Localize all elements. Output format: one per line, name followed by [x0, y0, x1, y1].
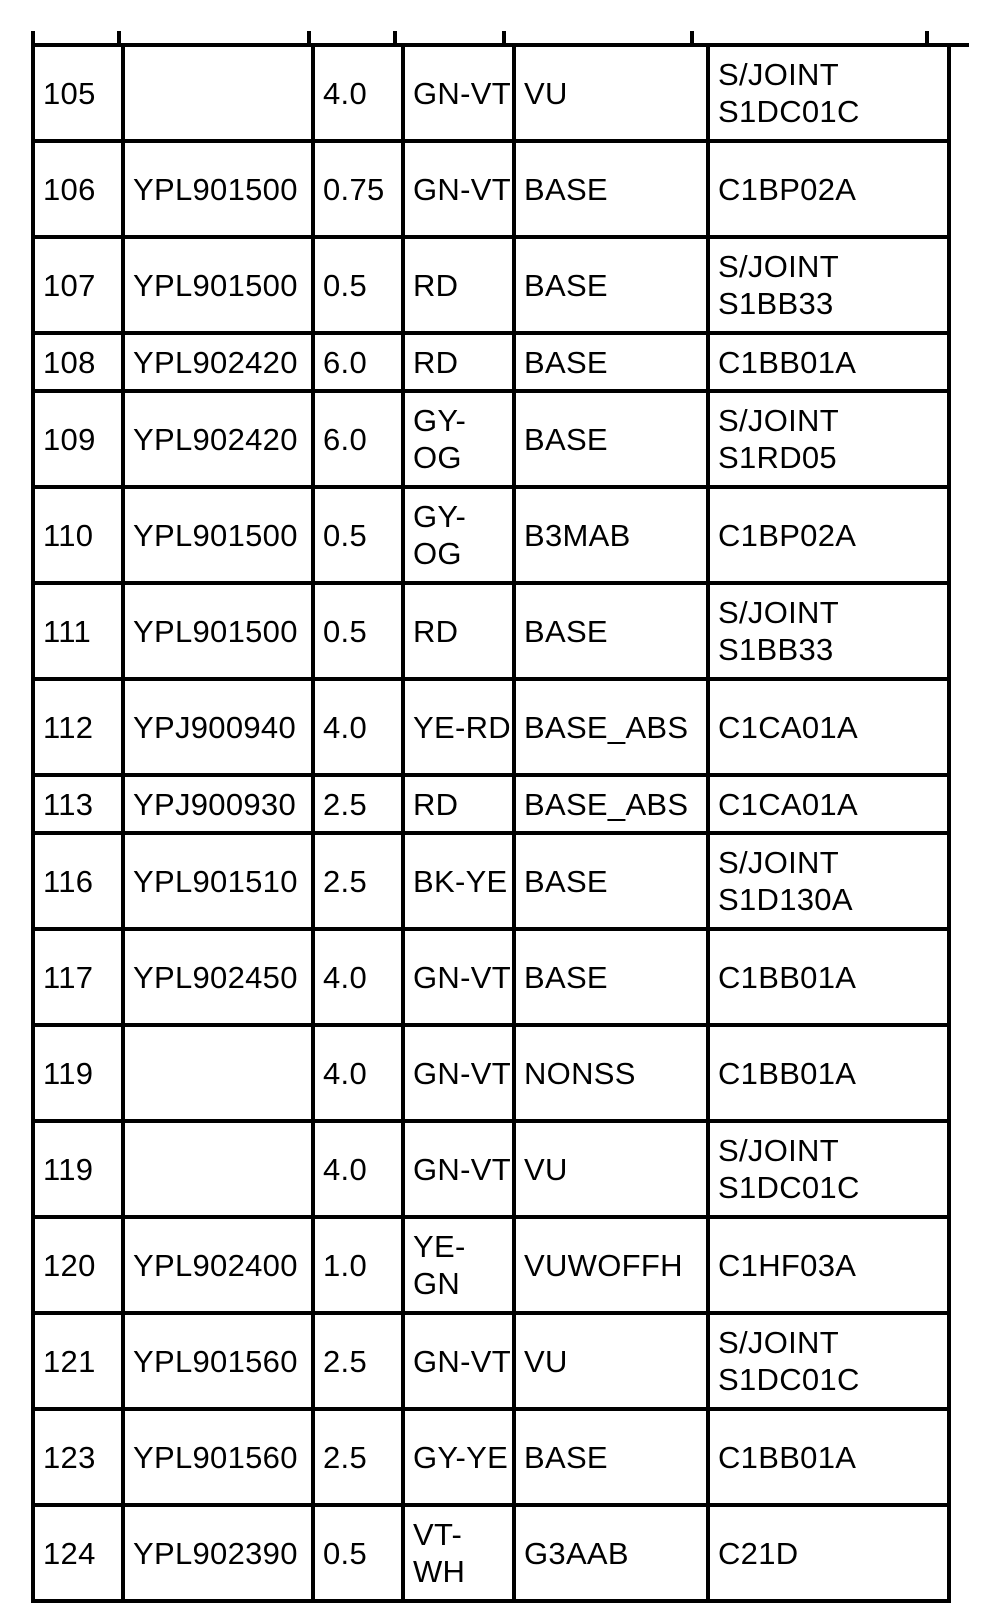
cell-size: 6.0: [315, 335, 405, 393]
cell-option: BASE: [516, 239, 710, 335]
cell-part-number: YPJ900930: [125, 777, 315, 835]
wire-table: [31, 43, 969, 1603]
cell-size: 4.0: [315, 931, 405, 1027]
cell-color: BK-YE: [405, 835, 516, 931]
cell-size: 6.0: [315, 393, 405, 489]
cell-part-number: YPL902420: [125, 335, 315, 393]
cell-no: 105: [35, 47, 125, 143]
cell-no: 121: [35, 1315, 125, 1411]
cell-part-number: YPL902450: [125, 931, 315, 1027]
cell-color: GN-VT: [405, 1315, 516, 1411]
cell-destination: S/JOINT S1BB33: [710, 239, 951, 335]
cell-color: GN-VT: [405, 931, 516, 1027]
cell-option: VU: [516, 1123, 710, 1219]
cell-destination: C1BB01A: [710, 335, 951, 393]
cell-no: 109: [35, 393, 125, 489]
cell-color: VT-WH: [405, 1507, 516, 1603]
cell-destination: C1CA01A: [710, 777, 951, 835]
cell-no: 112: [35, 681, 125, 777]
cell-destination: C1BB01A: [710, 1027, 951, 1123]
cell-part-number: YPL901500: [125, 489, 315, 585]
cell-part-number: YPL902420: [125, 393, 315, 489]
cell-part-number: [125, 1027, 315, 1123]
cell-part-number: [125, 1123, 315, 1219]
cell-color: GN-VT: [405, 143, 516, 239]
cell-color: RD: [405, 585, 516, 681]
cell-option: VUWOFFH: [516, 1219, 710, 1315]
cell-no: 117: [35, 931, 125, 1027]
cell-size: 4.0: [315, 1027, 405, 1123]
cell-option: BASE: [516, 393, 710, 489]
cell-option: VU: [516, 1315, 710, 1411]
cell-color: RD: [405, 239, 516, 335]
cell-size: 0.5: [315, 489, 405, 585]
cell-color: GN-VT: [405, 1027, 516, 1123]
cell-option: NONSS: [516, 1027, 710, 1123]
cell-no: 124: [35, 1507, 125, 1603]
cell-option: BASE: [516, 835, 710, 931]
cell-no: 119: [35, 1027, 125, 1123]
cell-destination: C1BB01A: [710, 931, 951, 1027]
cell-part-number: YPJ900940: [125, 681, 315, 777]
cell-color: RD: [405, 335, 516, 393]
cell-size: 4.0: [315, 47, 405, 143]
cell-no: 107: [35, 239, 125, 335]
cell-option: B3MAB: [516, 489, 710, 585]
cell-no: 119: [35, 1123, 125, 1219]
cell-part-number: YPL901560: [125, 1411, 315, 1507]
cell-option: BASE: [516, 1411, 710, 1507]
cell-destination: C1CA01A: [710, 681, 951, 777]
cell-color: GN-VT: [405, 1123, 516, 1219]
cell-no: 111: [35, 585, 125, 681]
cell-destination: S/JOINT S1DC01C: [710, 1315, 951, 1411]
cell-option: BASE: [516, 335, 710, 393]
cell-destination: S/JOINT S1DC01C: [710, 1123, 951, 1219]
cell-destination: S/JOINT S1DC01C: [710, 47, 951, 143]
cell-destination: C1HF03A: [710, 1219, 951, 1315]
cell-size: 1.0: [315, 1219, 405, 1315]
cell-size: 4.0: [315, 681, 405, 777]
cell-part-number: YPL901560: [125, 1315, 315, 1411]
cell-option: BASE: [516, 143, 710, 239]
cell-part-number: YPL901500: [125, 585, 315, 681]
cell-destination: C1BP02A: [710, 143, 951, 239]
cell-no: 123: [35, 1411, 125, 1507]
cell-no: 110: [35, 489, 125, 585]
cell-color: YE-GN: [405, 1219, 516, 1315]
cell-size: 2.5: [315, 777, 405, 835]
cell-color: YE-RD: [405, 681, 516, 777]
cell-color: GY-OG: [405, 489, 516, 585]
cell-part-number: YPL901510: [125, 835, 315, 931]
cell-option: BASE_ABS: [516, 777, 710, 835]
cell-destination: S/JOINT S1D130A: [710, 835, 951, 931]
cell-part-number: YPL901500: [125, 143, 315, 239]
cell-color: GN-VT: [405, 47, 516, 143]
cell-option: BASE: [516, 585, 710, 681]
cell-part-number: YPL901500: [125, 239, 315, 335]
cell-destination: S/JOINT S1BB33: [710, 585, 951, 681]
cell-part-number: YPL902400: [125, 1219, 315, 1315]
cell-option: BASE_ABS: [516, 681, 710, 777]
cell-size: 2.5: [315, 1315, 405, 1411]
cell-destination: S/JOINT S1RD05: [710, 393, 951, 489]
cell-color: GY-YE: [405, 1411, 516, 1507]
cell-color: GY-OG: [405, 393, 516, 489]
cell-no: 106: [35, 143, 125, 239]
cell-destination: C1BP02A: [710, 489, 951, 585]
cell-option: VU: [516, 47, 710, 143]
cell-color: RD: [405, 777, 516, 835]
cell-size: 4.0: [315, 1123, 405, 1219]
cell-option: G3AAB: [516, 1507, 710, 1603]
cell-size: 2.5: [315, 1411, 405, 1507]
cell-size: 0.75: [315, 143, 405, 239]
cell-no: 108: [35, 335, 125, 393]
cell-size: 2.5: [315, 835, 405, 931]
cell-size: 0.5: [315, 1507, 405, 1603]
cell-part-number: YPL902390: [125, 1507, 315, 1603]
cell-size: 0.5: [315, 239, 405, 335]
cell-no: 120: [35, 1219, 125, 1315]
cell-size: 0.5: [315, 585, 405, 681]
cell-no: 113: [35, 777, 125, 835]
cell-no: 116: [35, 835, 125, 931]
cell-option: BASE: [516, 931, 710, 1027]
cell-destination: C21D: [710, 1507, 951, 1603]
cell-part-number: [125, 47, 315, 143]
cell-destination: C1BB01A: [710, 1411, 951, 1507]
